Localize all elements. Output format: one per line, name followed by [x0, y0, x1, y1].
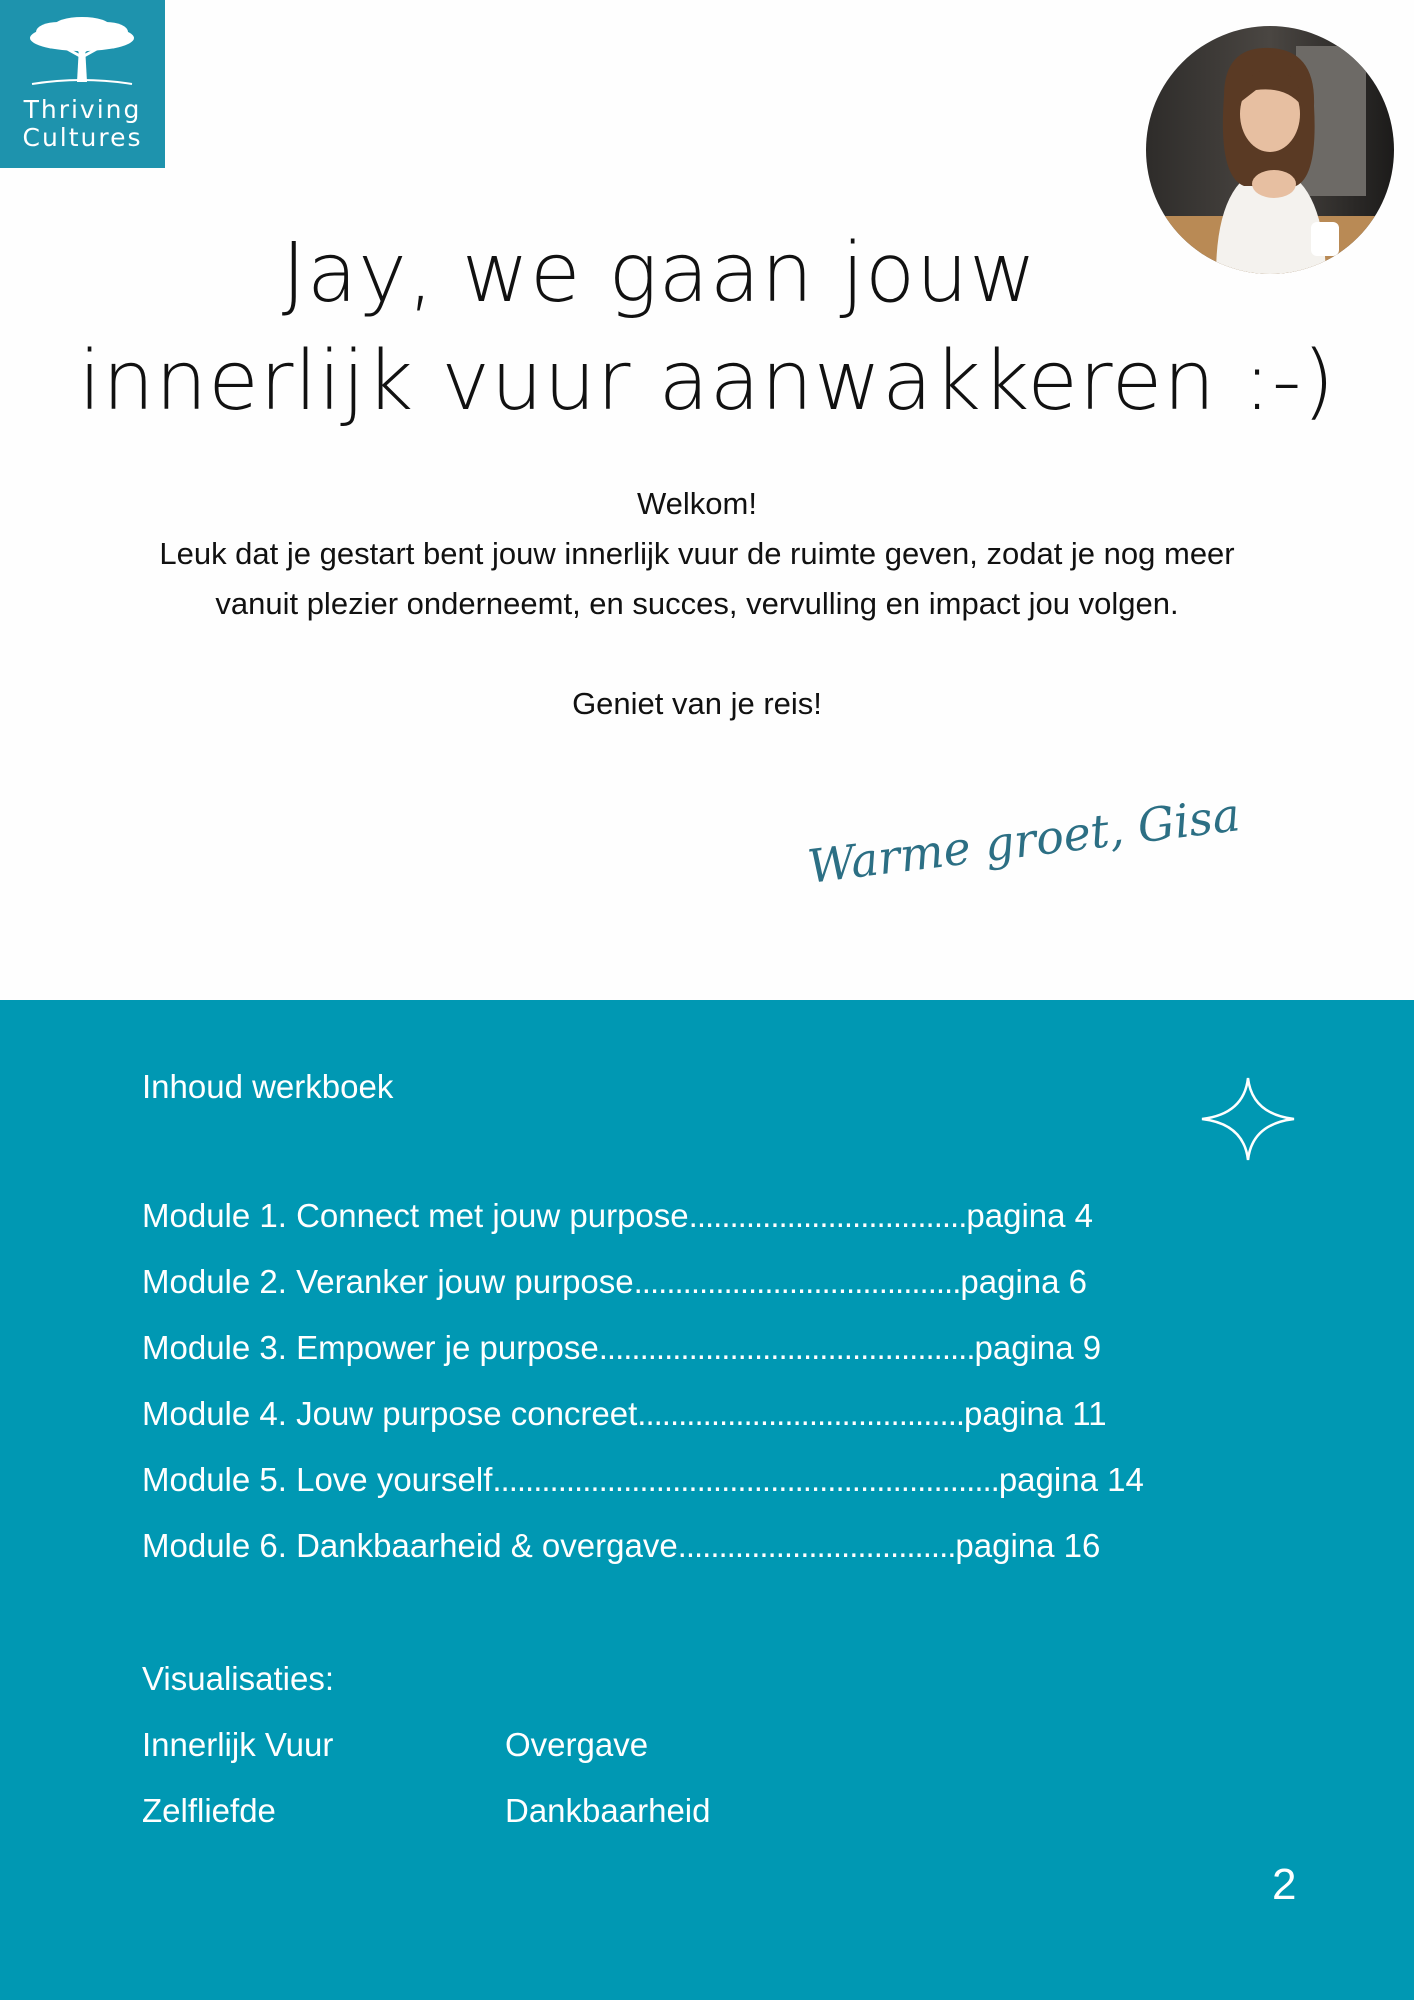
table-of-contents: [0, 1000, 1414, 2000]
toc-item-page: pagina 4: [966, 1197, 1094, 1234]
tree-icon: [22, 16, 142, 88]
toc-item[interactable]: [142, 1328, 1144, 1394]
visualisations-label: Visualisaties:: [142, 1660, 334, 1697]
toc-item-label: Module 2. Veranker jouw purpose: [142, 1263, 634, 1300]
toc-dots: ........................................: [637, 1395, 965, 1432]
logo-line-1: Thriving: [23, 95, 142, 124]
toc-dots: ..............................................: [598, 1329, 975, 1366]
visualisation-item: Zelfliefde: [142, 1792, 276, 1829]
toc-item[interactable]: [142, 1196, 1144, 1262]
toc-item-label: Module 5. Love yourself: [142, 1461, 493, 1498]
signature: Warme groet, Gisa: [804, 787, 1243, 894]
visualisation-item: Overgave: [505, 1726, 649, 1763]
toc-title: Inhoud werkboek: [142, 1068, 394, 1105]
brand-logo: [0, 0, 165, 168]
toc-item-page: pagina 6: [960, 1263, 1088, 1300]
title-line-1: Jay, we gaan jouw: [281, 226, 1038, 321]
welcome-greeting: Welkom!: [636, 486, 757, 521]
toc-item-label: Module 6. Dankbaarheid & overgave: [142, 1527, 678, 1564]
page-number: 2: [1272, 1860, 1297, 1909]
toc-item[interactable]: [142, 1526, 1144, 1592]
toc-item[interactable]: [142, 1262, 1144, 1328]
title-line-2: innerlijk vuur aanwakkeren :-): [78, 334, 1336, 429]
welcome-body: Leuk dat je gestart bent jouw innerlijk vuur de ruimte geven, zodat je nog meer vanuit plezier onderneemt, en succes, vervulling en impact jou volgen.: [159, 536, 1235, 621]
toc-item-label: Module 1. Connect met jouw purpose: [142, 1197, 689, 1234]
toc-item-page: pagina 14: [998, 1461, 1144, 1498]
toc-item[interactable]: [142, 1460, 1144, 1526]
toc-list: [142, 1196, 1144, 1592]
toc-item-label: Module 3. Empower je purpose: [142, 1329, 599, 1366]
toc-item[interactable]: [142, 1394, 1144, 1460]
toc-dots: ..................................: [688, 1197, 967, 1234]
welcome-closing: Geniet van je reis!: [572, 686, 822, 721]
toc-dots: ..................................: [677, 1527, 956, 1564]
welcome-text: [150, 479, 1244, 729]
toc-item-page: pagina 16: [955, 1527, 1101, 1564]
toc-dots: ..............................................................: [492, 1461, 999, 1498]
visualisation-item: Innerlijk Vuur: [142, 1726, 334, 1763]
toc-dots: ........................................: [633, 1263, 961, 1300]
visualisation-item: Dankbaarheid: [505, 1792, 711, 1829]
page-title: [0, 220, 1414, 436]
toc-item-page: pagina 9: [974, 1329, 1102, 1366]
toc-item-page: pagina 11: [964, 1395, 1107, 1432]
logo-line-2: Cultures: [22, 123, 143, 152]
toc-item-label: Module 4. Jouw purpose concreet: [142, 1395, 638, 1432]
logo-text: [0, 96, 165, 152]
sparkle-icon: [1200, 1076, 1296, 1162]
